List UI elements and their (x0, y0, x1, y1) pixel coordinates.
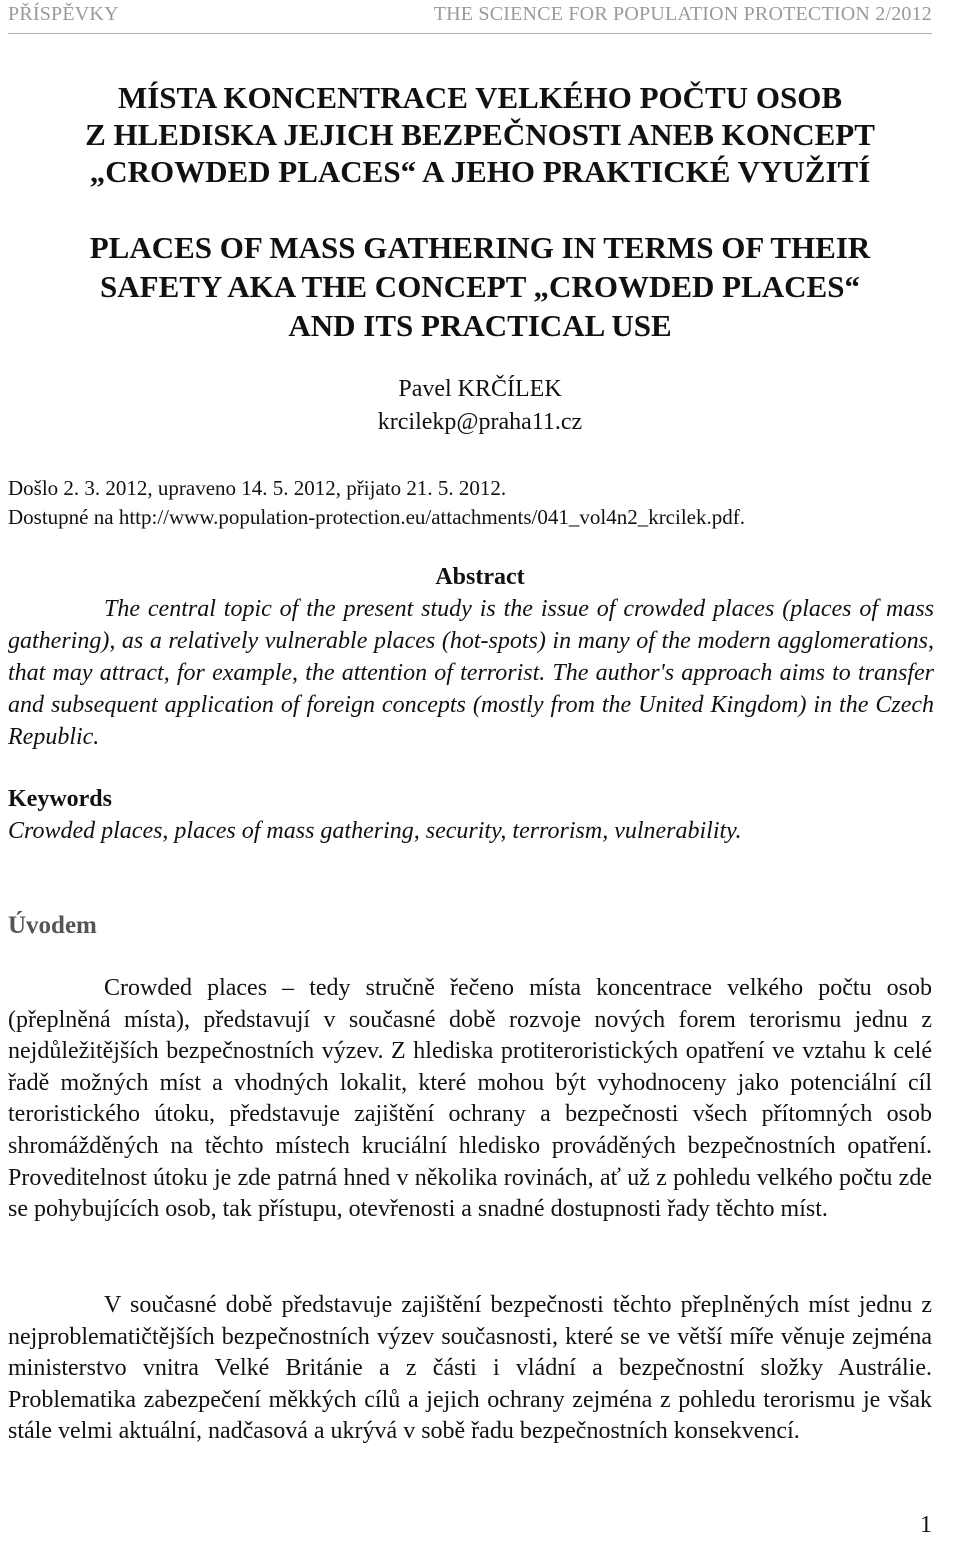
submission-dates: Došlo 2. 3. 2012, upraveno 14. 5. 2012, přijato 21. 5. 2012. (8, 476, 507, 500)
keywords-heading: Keywords (8, 786, 112, 812)
title-english (0, 228, 960, 345)
page-number: 1 (920, 1512, 932, 1538)
abstract-heading: Abstract (435, 564, 525, 590)
body-paragraph-1: Crowded places – tedy stručně řečeno místa koncentrace velkého počtu osob (přeplněná místa), představují v současné době rozvoje nových forem terorismu jednu z nejdůležitějších bezpečnostních výzev. Z hlediska protiteroristických opatření ve vztahu k celé řadě možných míst a vhodných lokalit, které mohou být vyhodnoceny jako potenciální cíl teroristického útoku, představuje zajištění ochrany a bezpečnosti všech přítomných osob shromážděných na těchto místech kruciální hledisko prováděných bezpečnostních opatření. Proveditelnost útoku je zde patrná hned v několika rovinách, ať už z pohledu velkého počtu zde se pohybujících osob, tak přístupu, otevřenosti a snadné dostupnosti řady těchto míst. (8, 975, 932, 1223)
title-czech (0, 79, 960, 190)
body-paragraph-2: V současné době představuje zajištění bezpečnosti těchto přeplněných míst jednu z nejproblematičtějších bezpečnostních výzev současnosti, které se ve větší míře věnuje zejména ministerstvo vnitra Velké Británie a z části i vládní a bezpečnostní složky Austrálie. Problematika zabezpečení měkkých cílů a jejich ochrany zejména z pohledu terorismu je však stále velmi aktuální, nadčasová a ukrývá v sobě řadu bezpečnostních konsekvencí. (8, 1292, 932, 1445)
title-czech-line: MÍSTA KONCENTRACE VELKÉHO POČTU OSOB (117, 80, 843, 115)
abstract-text: The central topic of the present study is the issue of crowded places (places of mass gathering), as a relatively vulnerable places (hot-spots) in many of the modern agglomerations, that may attract, for example, the attention of terrorist. The author's approach aims to transfer and subsequent application of foreign concepts (mostly from the United Kingdom) in the Czech Republic. (8, 596, 934, 750)
author-email: krcilekp@praha11.cz (377, 409, 583, 435)
keywords-text: Crowded places, places of mass gathering, security, terrorism, vulnerability. (8, 818, 742, 844)
header-journal-title: THE SCIENCE FOR POPULATION PROTECTION 2/2012 (433, 3, 932, 25)
title-czech-line: „CROWDED PLACES“ A JEHO PRAKTICKÉ VYUŽITÍ (89, 154, 871, 189)
section-heading: Úvodem (8, 912, 97, 939)
header-rule (8, 33, 932, 34)
title-english-line: SAFETY AKA THE CONCEPT „CROWDED PLACES“ (100, 269, 860, 304)
availability-link: Dostupné na http://www.population-protection.eu/attachments/041_vol4n2_krcilek.pdf. (8, 505, 745, 529)
author-name: Pavel KRČÍLEK (398, 376, 562, 402)
title-czech-line: Z HLEDISKA JEJICH BEZPEČNOSTI ANEB KONCEPT (85, 117, 875, 152)
running-header (8, 3, 932, 29)
title-english-line: AND ITS PRACTICAL USE (288, 308, 672, 343)
title-english-line: PLACES OF MASS GATHERING IN TERMS OF THEIR (89, 230, 871, 265)
header-section-label: PŘÍSPĚVKY (8, 3, 119, 25)
